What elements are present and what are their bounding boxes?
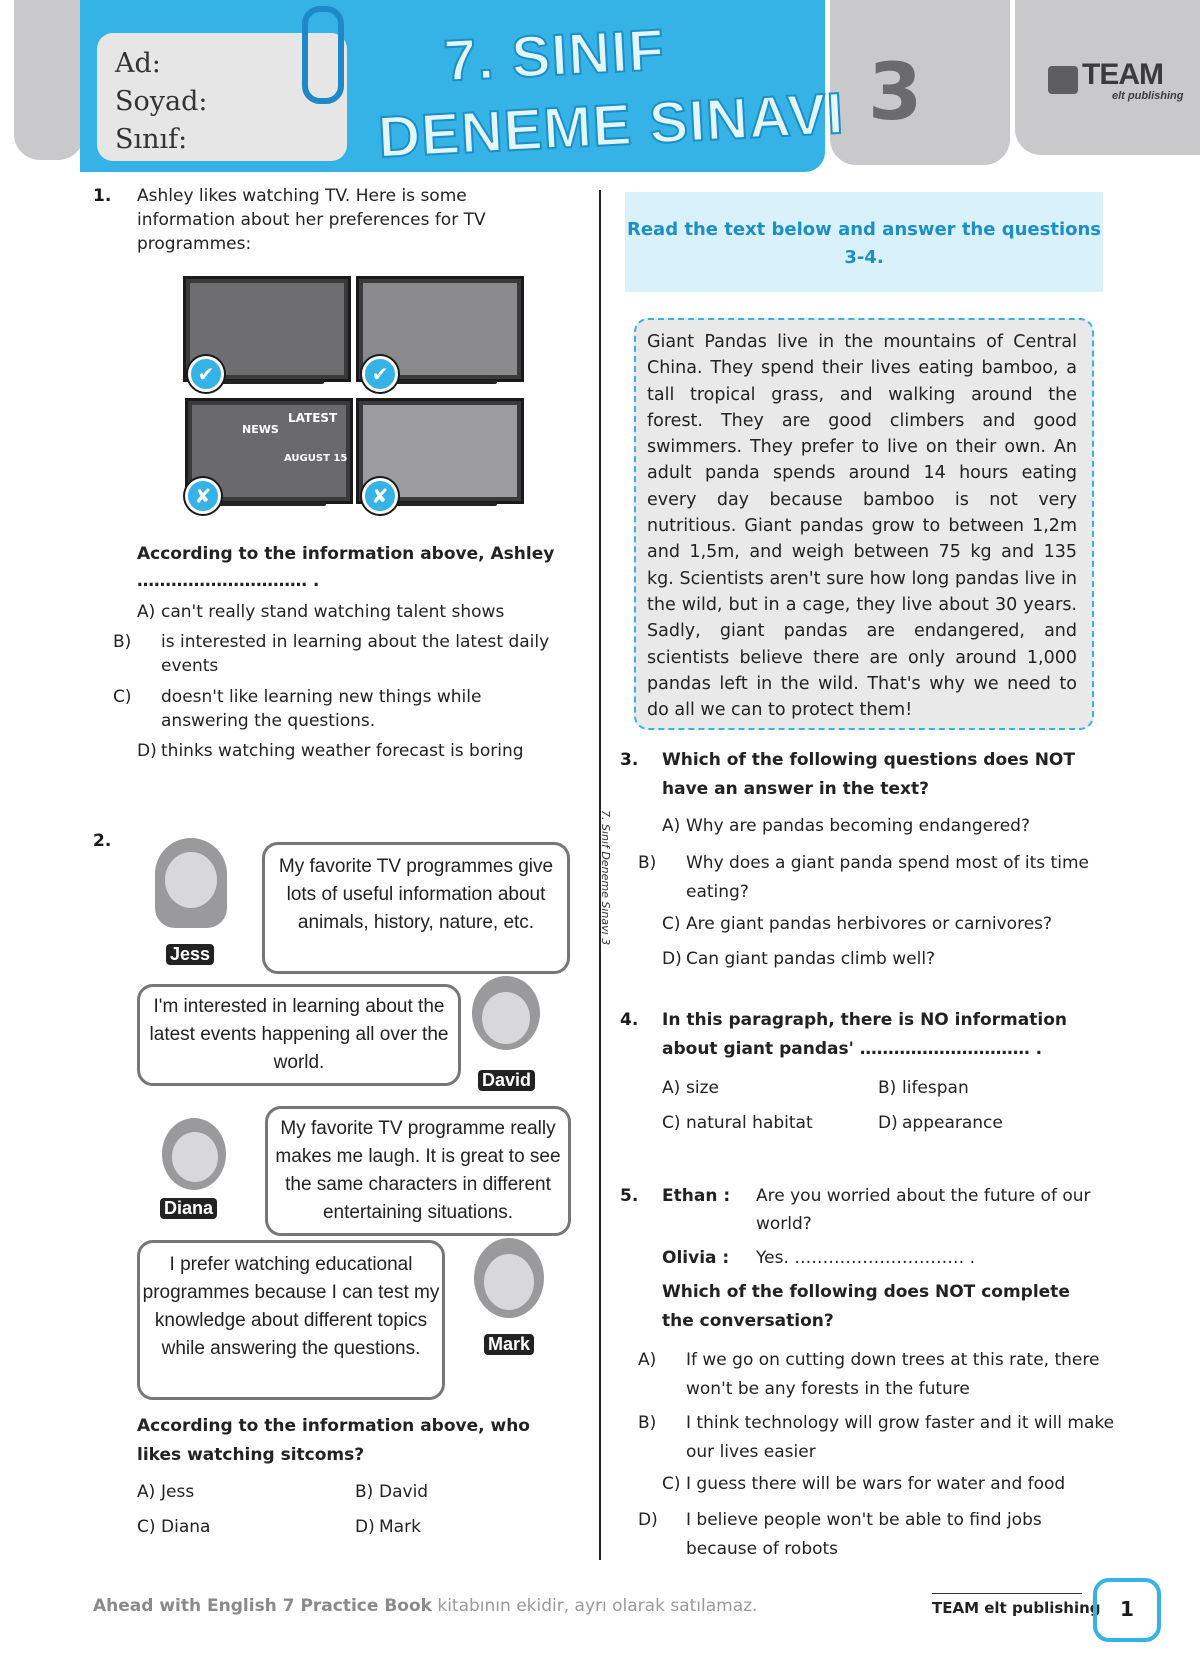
- jess-speech-bubble: My favorite TV programmes give lots of useful information about animals, history, nature, etc.: [262, 842, 570, 974]
- q3-option-b[interactable]: B) Why does a giant panda spend most of its time eating?: [638, 853, 1089, 902]
- q2-option-a[interactable]: A) Jess: [137, 1482, 195, 1502]
- q5-number: 5.: [620, 1186, 639, 1206]
- mark-speech-bubble: I prefer watching educational programmes because I can test my knowledge about different topics while answering the questions.: [137, 1240, 445, 1400]
- footer-publisher: TEAM elt publishing: [932, 1599, 1101, 1617]
- title-line-2: DENEME SINAVI: [376, 80, 846, 171]
- check-icon: ✔: [362, 356, 398, 392]
- david-face: [482, 992, 530, 1044]
- title-line-1: 7. SINIF: [442, 17, 667, 94]
- q2-option-b[interactable]: B) David: [355, 1482, 429, 1502]
- q4-option-b[interactable]: B) lifespan: [878, 1078, 969, 1098]
- class-label: Sınıf:: [115, 124, 188, 155]
- tv-latest-label: LATEST: [288, 411, 338, 425]
- q5-option-a[interactable]: A) If we go on cutting down trees at this rate, there won't be any forests in the future: [638, 1350, 1100, 1399]
- q2-number: 2.: [93, 831, 112, 851]
- diana-nametag: Diana: [160, 1198, 217, 1219]
- q4-option-a[interactable]: A) size: [662, 1078, 719, 1098]
- mark-face: [484, 1254, 534, 1310]
- footer-rule: [932, 1593, 1082, 1594]
- logo-subtitle: elt publishing: [1112, 90, 1184, 102]
- david-speech-bubble: I'm interested in learning about the latest events happening all over the world.: [137, 984, 461, 1086]
- q5-option-b[interactable]: B) I think technology will grow faster and it will make our lives easier: [638, 1413, 1115, 1462]
- q1-stem: According to the information above, Ashley ………………………… .: [137, 544, 555, 591]
- q1-option-b[interactable]: B) is interested in learning about the latest daily events: [113, 632, 550, 676]
- q1-number: 1.: [93, 186, 112, 206]
- q3-number: 3.: [620, 750, 639, 770]
- test-number: 3: [868, 48, 923, 138]
- q5-speaker-ethan: Ethan :: [662, 1186, 731, 1206]
- surname-label: Soyad:: [115, 86, 208, 117]
- q5-option-d[interactable]: D) I believe people won't be able to find jobs because of robots: [638, 1510, 1042, 1559]
- q3-stem: Which of the following questions does NOT have an answer in the text?: [662, 750, 1075, 799]
- paperclip-icon: [302, 6, 344, 104]
- q2-option-d[interactable]: D) Mark: [355, 1517, 421, 1537]
- q5-speaker-olivia: Olivia :: [662, 1248, 730, 1268]
- footer-note: Ahead with English 7 Practice Book kitabının ekidir, ayrı olarak satılamaz.: [93, 1596, 758, 1616]
- q2-stem: According to the information above, who likes watching sitcoms?: [137, 1416, 530, 1465]
- tv-date-label: AUGUST 15: [284, 453, 348, 464]
- logo-name: TEAM: [1082, 58, 1163, 91]
- name-label: Ad:: [115, 48, 161, 79]
- q3-option-a[interactable]: A) Why are pandas becoming endangered?: [662, 816, 1031, 836]
- page-number: 1: [1093, 1578, 1161, 1642]
- cross-icon: ✘: [185, 478, 221, 514]
- q1-option-d[interactable]: D) thinks watching weather forecast is boring: [137, 741, 524, 761]
- q1-option-a[interactable]: A) can't really stand watching talent shows: [137, 602, 505, 622]
- q4-number: 4.: [620, 1010, 639, 1030]
- q1-option-c[interactable]: C) doesn't like learning new things while answering the questions.: [113, 687, 482, 731]
- jess-face: [165, 852, 217, 908]
- q5-stem: Which of the following does NOT complete the conversation?: [662, 1282, 1070, 1331]
- tv-stand: [206, 502, 326, 506]
- q2-option-c[interactable]: C) Diana: [137, 1517, 211, 1537]
- q3-option-c[interactable]: C) Are giant pandas herbivores or carnivores?: [662, 914, 1053, 934]
- cross-icon: ✘: [362, 478, 398, 514]
- logo-icon: [1048, 66, 1078, 94]
- q1-intro: Ashley likes watching TV. Here is some information about her preferences for TV programmes:: [137, 186, 486, 254]
- jess-nametag: Jess: [166, 944, 214, 965]
- reading-passage: Giant Pandas live in the mountains of Central China. They spend their lives eating bamboo, a tall tropical grass, and walking around the forest. They are good climbers and good swimmers. They prefer to live on their own. An adult panda spends around 14 hours eating every day because bamboo is not very nutritious. Giant pandas grow to between 1,2m and 1,5m, and weigh between 75 kg and 135 kg. Scientists aren't sure how long pandas live in the wild, but in a cage, they live about 30 years. Sadly, giant pandas are endangered, and scientists believe there are only around 1,000 pandas left in the wild. That's why we need to do all we can to protect them!: [647, 332, 1077, 721]
- check-icon: ✔: [188, 356, 224, 392]
- side-label: 7. Sınıf Deneme Sınavı 3: [599, 810, 612, 946]
- q4-stem: In this paragraph, there is NO information about giant pandas' ………………………… .: [662, 1010, 1067, 1059]
- q4-option-d[interactable]: D) appearance: [878, 1113, 1003, 1133]
- mark-nametag: Mark: [484, 1334, 534, 1355]
- david-nametag: David: [478, 1070, 535, 1091]
- q5-line-olivia: Yes. ………………………… .: [756, 1248, 976, 1268]
- q4-option-c[interactable]: C) natural habitat: [662, 1113, 813, 1133]
- q3-option-d[interactable]: D) Can giant pandas climb well?: [662, 949, 936, 969]
- diana-face: [172, 1132, 218, 1182]
- q5-line-ethan: Are you worried about the future of our world?: [756, 1186, 1091, 1234]
- q5-option-c[interactable]: C) I guess there will be wars for water and food: [662, 1474, 1066, 1494]
- diana-speech-bubble: My favorite TV programme really makes me laugh. It is great to see the same characters in different entertaining situations.: [265, 1106, 571, 1236]
- tv-news-label: NEWS: [242, 423, 279, 436]
- instruction-text: Read the text below and answer the questions 3-4.: [626, 219, 1102, 268]
- header-tab-left: [14, 0, 84, 160]
